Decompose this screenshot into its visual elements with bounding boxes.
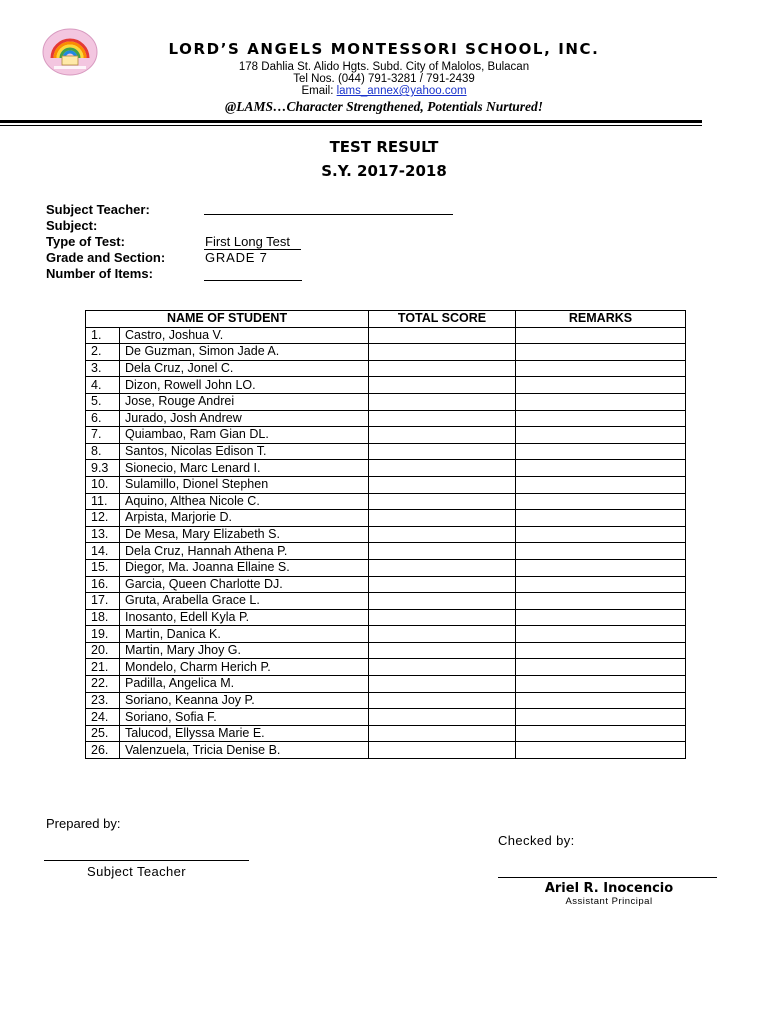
total-score-cell: [369, 360, 516, 377]
table-row: [86, 543, 686, 560]
student-name: De Mesa, Mary Elizabeth S.: [120, 526, 369, 543]
row-number: 3.: [86, 360, 120, 377]
total-score-cell: [369, 377, 516, 394]
number-of-items-blank: [204, 280, 302, 281]
table-row: [86, 427, 686, 444]
prepared-by-role: Subject Teacher: [87, 864, 186, 879]
prepared-by-signature-line: [44, 860, 249, 861]
total-score-cell: [369, 344, 516, 361]
student-name: Mondelo, Charm Herich P.: [120, 659, 369, 676]
row-number: 20.: [86, 642, 120, 659]
row-number: 19.: [86, 626, 120, 643]
row-number: 17.: [86, 593, 120, 610]
student-name: Dela Cruz, Jonel C.: [120, 360, 369, 377]
row-number: 5.: [86, 393, 120, 410]
student-name: Sulamillo, Dionel Stephen: [120, 476, 369, 493]
table-row: [86, 460, 686, 477]
row-number: 10.: [86, 476, 120, 493]
total-score-cell: [369, 642, 516, 659]
table-row: [86, 344, 686, 361]
table-row: [86, 559, 686, 576]
row-number: 1.: [86, 327, 120, 344]
total-score-cell: [369, 725, 516, 742]
remarks-cell: [516, 593, 686, 610]
header-divider-thick: [0, 120, 702, 123]
row-number: 18.: [86, 609, 120, 626]
email-link[interactable]: lams_annex@yahoo.com: [336, 85, 467, 97]
remarks-cell: [516, 676, 686, 693]
total-score-cell: [369, 443, 516, 460]
subject-teacher-label: Subject Teacher:: [46, 202, 150, 217]
row-number: 23.: [86, 692, 120, 709]
row-number: 6.: [86, 410, 120, 427]
table-row: [86, 443, 686, 460]
school-logo-icon: [42, 28, 98, 76]
table-row: [86, 642, 686, 659]
row-number: 15.: [86, 559, 120, 576]
row-number: 25.: [86, 725, 120, 742]
total-score-cell: [369, 659, 516, 676]
total-score-cell: [369, 576, 516, 593]
total-score-cell: [369, 559, 516, 576]
row-number: 26.: [86, 742, 120, 759]
student-name: Dizon, Rowell John LO.: [120, 377, 369, 394]
header-remarks: REMARKS: [516, 311, 686, 328]
table-row: [86, 609, 686, 626]
school-address: 178 Dahlia St. Alido Hgts. Subd. City of Malolos, Bulacan: [238, 61, 530, 73]
number-of-items-label: Number of Items:: [46, 266, 153, 281]
prepared-by-label: Prepared by:: [46, 816, 121, 831]
student-name: Arpista, Marjorie D.: [120, 510, 369, 527]
remarks-cell: [516, 344, 686, 361]
subject-label: Subject:: [46, 218, 98, 233]
student-rows: [86, 327, 686, 758]
table-row: [86, 493, 686, 510]
header-divider-thin: [0, 125, 702, 126]
row-number: 7.: [86, 427, 120, 444]
table-row: [86, 327, 686, 344]
table-row: [86, 476, 686, 493]
remarks-cell: [516, 559, 686, 576]
table-header-row: [86, 311, 686, 328]
table-row: [86, 377, 686, 394]
student-name: Dela Cruz, Hannah Athena P.: [120, 543, 369, 560]
student-name: Castro, Joshua V.: [120, 327, 369, 344]
remarks-cell: [516, 510, 686, 527]
remarks-cell: [516, 460, 686, 477]
row-number: 2.: [86, 344, 120, 361]
row-number: 16.: [86, 576, 120, 593]
grade-section-value: GRADE 7: [205, 250, 268, 265]
table-row: [86, 526, 686, 543]
student-name: Soriano, Keanna Joy P.: [120, 692, 369, 709]
remarks-cell: [516, 709, 686, 726]
school-motto: @LAMS…Character Strengthened, Potentials Nurtured!: [224, 99, 544, 114]
row-number: 22.: [86, 676, 120, 693]
total-score-cell: [369, 543, 516, 560]
student-name: Martin, Danica K.: [120, 626, 369, 643]
remarks-cell: [516, 742, 686, 759]
row-number: 8.: [86, 443, 120, 460]
document-title: TEST RESULT: [329, 138, 439, 156]
header-name-of-student: NAME OF STUDENT: [86, 311, 369, 328]
student-name: Jurado, Josh Andrew: [120, 410, 369, 427]
type-of-test-value: First Long Test: [205, 234, 291, 249]
student-name: Valenzuela, Tricia Denise B.: [120, 742, 369, 759]
school-year: S.Y. 2017-2018: [321, 162, 447, 180]
table-row: [86, 659, 686, 676]
email-label: Email:: [301, 85, 337, 97]
student-name: Santos, Nicolas Edison T.: [120, 443, 369, 460]
remarks-cell: [516, 659, 686, 676]
row-number: 12.: [86, 510, 120, 527]
student-name: Quiambao, Ram Gian DL.: [120, 427, 369, 444]
total-score-cell: [369, 327, 516, 344]
checked-by-name: Ariel R. Inocencio: [544, 881, 674, 896]
student-name: Soriano, Sofia F.: [120, 709, 369, 726]
checked-by-label: Checked by:: [498, 833, 575, 848]
total-score-cell: [369, 476, 516, 493]
student-name: Sionecio, Marc Lenard I.: [120, 460, 369, 477]
table-row: [86, 410, 686, 427]
total-score-cell: [369, 609, 516, 626]
total-score-cell: [369, 692, 516, 709]
table-row: [86, 676, 686, 693]
table-row: [86, 393, 686, 410]
table-row: [86, 360, 686, 377]
checked-by-signature-line: [498, 877, 717, 878]
row-number: 14.: [86, 543, 120, 560]
table-row: [86, 709, 686, 726]
remarks-cell: [516, 526, 686, 543]
total-score-cell: [369, 510, 516, 527]
remarks-cell: [516, 427, 686, 444]
remarks-cell: [516, 393, 686, 410]
row-number: 9.3: [86, 460, 120, 477]
total-score-cell: [369, 676, 516, 693]
student-name: Diegor, Ma. Joanna Ellaine S.: [120, 559, 369, 576]
remarks-cell: [516, 377, 686, 394]
row-number: 21.: [86, 659, 120, 676]
remarks-cell: [516, 725, 686, 742]
student-name: Martin, Mary Jhoy G.: [120, 642, 369, 659]
row-number: 13.: [86, 526, 120, 543]
school-name: LORD’S ANGELS MONTESSORI SCHOOL, INC.: [168, 40, 600, 58]
remarks-cell: [516, 642, 686, 659]
checked-by-role: Assistant Principal: [565, 896, 653, 907]
total-score-cell: [369, 393, 516, 410]
student-name: Garcia, Queen Charlotte DJ.: [120, 576, 369, 593]
student-results-table: [85, 310, 686, 759]
total-score-cell: [369, 709, 516, 726]
header-total-score: TOTAL SCORE: [369, 311, 516, 328]
total-score-cell: [369, 526, 516, 543]
total-score-cell: [369, 427, 516, 444]
total-score-cell: [369, 493, 516, 510]
table-row: [86, 626, 686, 643]
student-name: De Guzman, Simon Jade A.: [120, 344, 369, 361]
table-row: [86, 692, 686, 709]
student-name: Inosanto, Edell Kyla P.: [120, 609, 369, 626]
table-row: [86, 742, 686, 759]
school-telephone: Tel Nos. (044) 791-3281 / 791-2439: [293, 73, 475, 85]
remarks-cell: [516, 493, 686, 510]
table-row: [86, 725, 686, 742]
remarks-cell: [516, 609, 686, 626]
student-name: Gruta, Arabella Grace L.: [120, 593, 369, 610]
remarks-cell: [516, 327, 686, 344]
student-name: Jose, Rouge Andrei: [120, 393, 369, 410]
remarks-cell: [516, 692, 686, 709]
remarks-cell: [516, 410, 686, 427]
remarks-cell: [516, 626, 686, 643]
grade-section-label: Grade and Section:: [46, 250, 166, 265]
total-score-cell: [369, 410, 516, 427]
remarks-cell: [516, 476, 686, 493]
row-number: 11.: [86, 493, 120, 510]
total-score-cell: [369, 626, 516, 643]
subject-teacher-blank: [204, 214, 453, 215]
total-score-cell: [369, 742, 516, 759]
remarks-cell: [516, 576, 686, 593]
total-score-cell: [369, 593, 516, 610]
table-row: [86, 593, 686, 610]
table-row: [86, 576, 686, 593]
row-number: 4.: [86, 377, 120, 394]
row-number: 24.: [86, 709, 120, 726]
total-score-cell: [369, 460, 516, 477]
remarks-cell: [516, 543, 686, 560]
remarks-cell: [516, 443, 686, 460]
student-name: Padilla, Angelica M.: [120, 676, 369, 693]
type-of-test-label: Type of Test:: [46, 234, 125, 249]
remarks-cell: [516, 360, 686, 377]
table-row: [86, 510, 686, 527]
student-name: Aquino, Althea Nicole C.: [120, 493, 369, 510]
student-name: Talucod, Ellyssa Marie E.: [120, 725, 369, 742]
school-email-line: [100, 85, 668, 98]
